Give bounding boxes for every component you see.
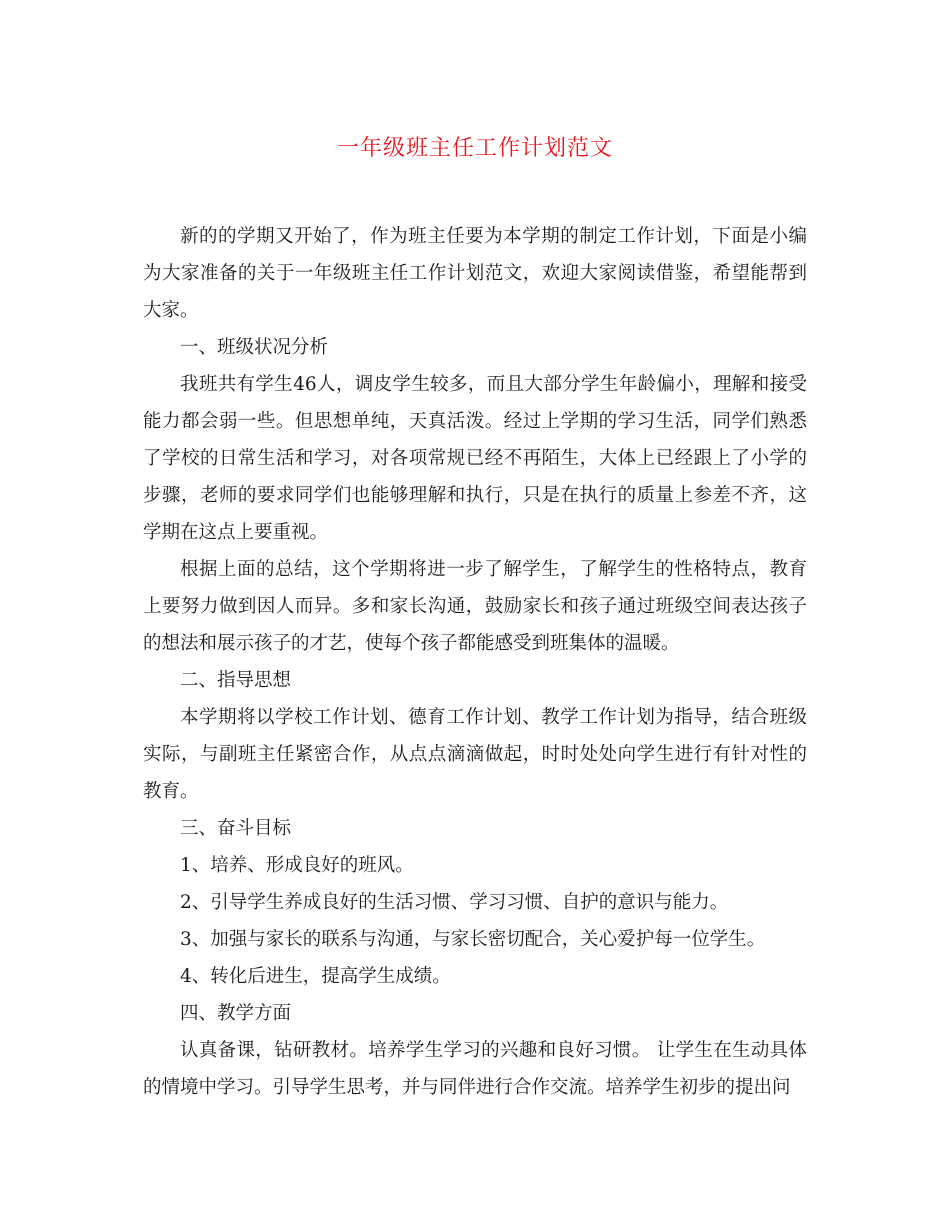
document-body (143, 218, 807, 1106)
goal-item: 2、引导学生养成良好的生活习惯、学习习惯、自护的意识与能力。 (180, 892, 729, 913)
section-heading-goals: 三、奋斗目标 (180, 818, 292, 839)
teaching-paragraph: 认真备课，钻研教材。培养学生学习的兴趣和良好习惯。 让学生在生动具体的情境中学习。引导学生思考，并与同伴进行合作交流。培养学生初步的提出问 (143, 1040, 807, 1098)
class-analysis-paragraph: 我班共有学生46人，调皮学生较多，而且大部分学生年龄偏小，理解和接受能力都会弱一些。但思想单纯，天真活泼。经过上学期的学习生活，同学们熟悉了学校的日常生活和学习，对各项常规已经不再陌生，大体上已经跟上了小学的步骤，老师的要求同学们也能够理解和执行，只是在执行的质量上参差不齐，这学期在这点上要重视。 (143, 374, 807, 543)
goal-item: 1、培养、形成良好的班风。 (180, 855, 414, 876)
section-heading-teaching: 四、教学方面 (180, 1003, 292, 1024)
section-heading-class-analysis: 一、班级状况分析 (180, 337, 329, 358)
summary-paragraph: 根据上面的总结，这个学期将进一步了解学生，了解学生的性格特点，教育上要努力做到因人而异。多和家长沟通，鼓励家长和孩子通过班级空间表达孩子的想法和展示孩子的才艺，使每个孩子都能感受到班集体的温暖。 (143, 559, 807, 654)
section-heading-guiding-thought: 二、指导思想 (180, 670, 292, 691)
goal-item: 3、加强与家长的联系与沟通，与家长密切配合，关心爱护每一位学生。 (180, 929, 766, 950)
guiding-thought-paragraph: 本学期将以学校工作计划、德育工作计划、教学工作计划为指导，结合班级实际，与副班主任紧密合作，从点点滴滴做起，时时处处向学生进行有针对性的教育。 (143, 707, 807, 802)
goal-item: 4、转化后进生，提高学生成绩。 (180, 966, 451, 987)
intro-paragraph: 新的的学期又开始了，作为班主任要为本学期的制定工作计划，下面是小编为大家准备的关于一年级班主任工作计划范文，欢迎大家阅读借鉴，希望能帮到大家。 (143, 226, 807, 321)
document-title: 一年级班主任工作计划范文 (336, 136, 613, 161)
